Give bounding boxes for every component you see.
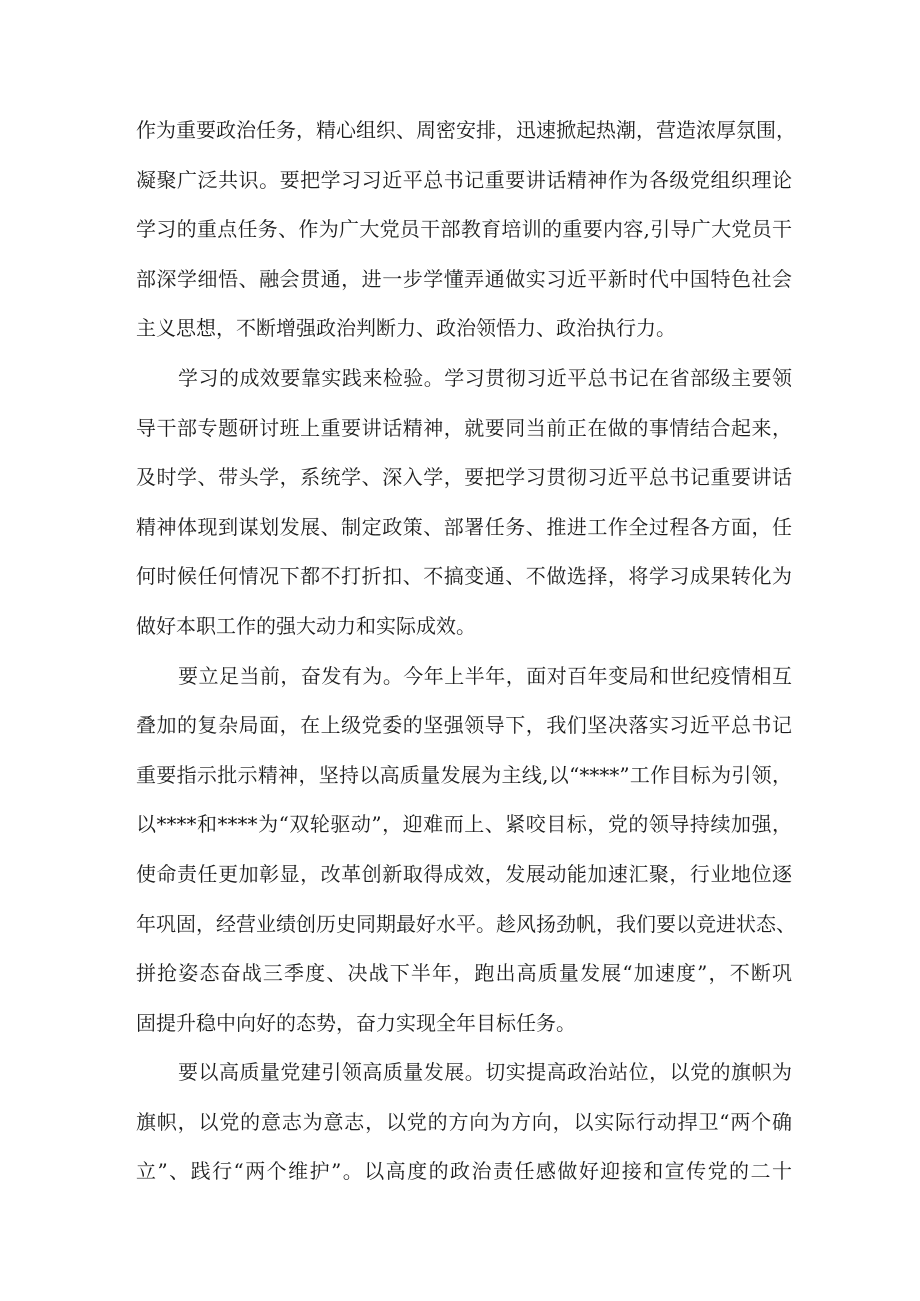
paragraph-2 (136, 354, 792, 652)
text-line: 重要指示批示精神，坚持以高质量发展为主线,以“****”工作目标为引领， (136, 762, 792, 787)
text-line: 以****和****为“双轮驱动”，迎难而上、紧咬目标，党的领导持续加强， (136, 812, 792, 837)
text-line: 及时学、带头学，系统学、深入学，要把学习贯彻习近平总书记重要讲话 (136, 465, 792, 490)
text-line: 学习的成效要靠实践来检验。学习贯彻习近平总书记在省部级主要领 (178, 365, 792, 390)
text-line: 叠加的复杂局面，在上级党委的坚强领导下，我们坚决落实习近平总书记 (136, 713, 792, 738)
text-line: 凝聚广泛共识。要把学习习近平总书记重要讲话精神作为各级党组织理论 (136, 167, 792, 192)
text-line: 年巩固，经营业绩创历史同期最好水平。趁风扬劲帆，我们要以竞进状态、 (136, 911, 796, 936)
text-line: 部深学细悟、融会贯通，进一步学懂弄通做实习近平新时代中国特色社会 (136, 266, 792, 291)
paragraph-3 (136, 652, 796, 1049)
paragraph-4 (136, 1048, 792, 1197)
text-line: 学习的重点任务、作为广大党员干部教育培训的重要内容,引导广大党员干 (136, 217, 792, 242)
text-line: 主义思想，不断增强政治判断力、政治领悟力、政治执行力。 (136, 316, 676, 341)
text-line: 固提升稳中向好的态势，奋力实现全年目标任务。 (136, 1010, 576, 1035)
text-line: 旗帜，以党的意志为意志，以党的方向为方向，以实际行动捍卫“两个确 (136, 1109, 792, 1134)
text-line: 要以高质量党建引领高质量发展。切实提高政治站位，以党的旗帜为 (178, 1060, 792, 1085)
text-line: 导干部专题研讨班上重要讲话精神，就要同当前正在做的事情结合起来， (136, 415, 792, 440)
text-line: 何时候任何情况下都不打折扣、不搞变通、不做选择，将学习成果转化为 (136, 564, 792, 589)
text-line: 使命责任更加彰显，改革创新取得成效，发展动能加速汇聚，行业地位逐 (136, 861, 792, 886)
text-line: 精神体现到谋划发展、制定政策、部署任务、推进工作全过程各方面，任 (136, 514, 792, 539)
text-line: 要立足当前，奋发有为。今年上半年，面对百年变局和世纪疫情相互 (178, 663, 792, 688)
text-line: 作为重要政治任务，精心组织、周密安排，迅速掀起热潮，营造浓厚氛围， (136, 118, 796, 142)
text-line: 做好本职工作的强大动力和实际成效。 (136, 613, 476, 638)
paragraph-1 (136, 106, 796, 354)
text-line: 拼抢姿态奋战三季度、决战下半年，跑出高质量发展“加速度”，不断巩 (136, 961, 792, 986)
document-body (136, 106, 796, 1197)
text-line: 立”、践行“两个维护”。以高度的政治责任感做好迎接和宣传党的二十 (136, 1159, 792, 1184)
